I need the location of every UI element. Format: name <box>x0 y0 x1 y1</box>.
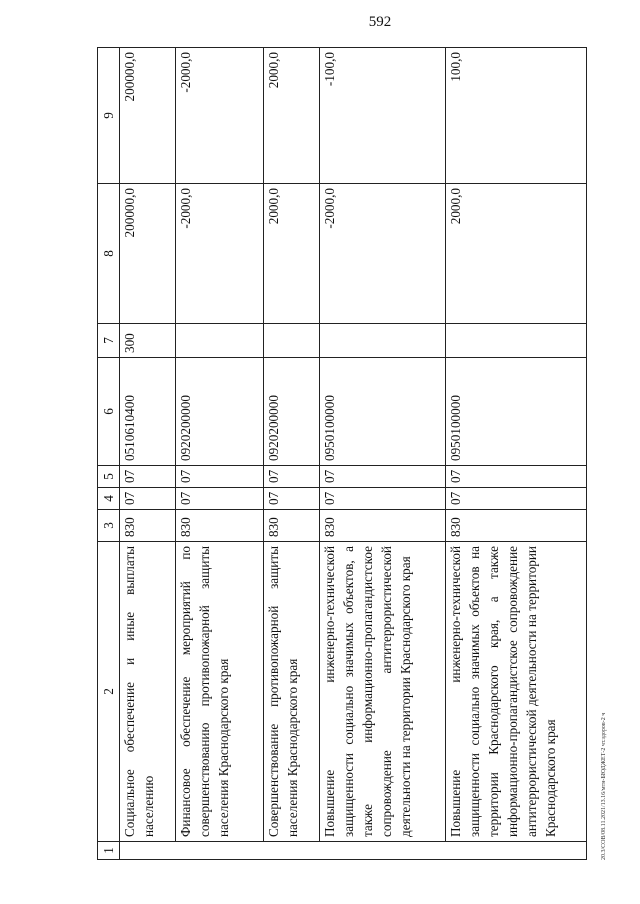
row-target-article: 0920200000 <box>264 358 320 466</box>
row-amount-9: 200000,0 <box>120 48 176 184</box>
row-subsection: 07 <box>120 466 176 488</box>
row-amount-9: -100,0 <box>320 48 446 184</box>
row-subsection: 07 <box>176 466 264 488</box>
column-1-cell <box>120 842 587 860</box>
row-name: Совершенствование противопожарной защиты населения Краснодарского края <box>264 542 320 842</box>
row-code: 830 <box>320 510 446 542</box>
row-amount-9: 100,0 <box>446 48 587 184</box>
row-code: 830 <box>120 510 176 542</box>
row-amount-8: -2000,0 <box>320 184 446 324</box>
row-amount-9: -2000,0 <box>176 48 264 184</box>
rotated-table-frame <box>97 48 585 860</box>
row-name: Финансовое обеспечение мероприятий по совершенствованию противопожарной защиты населения Краснодарского края <box>176 542 264 842</box>
row-name: Социальное обеспечение и иные выплаты населению <box>120 542 176 842</box>
row-section: 07 <box>120 488 176 510</box>
row-expense-type <box>320 324 446 358</box>
table-row <box>320 48 446 860</box>
page-number: 592 <box>368 14 392 30</box>
row-code: 830 <box>446 510 587 542</box>
column-header: 6 <box>98 358 120 466</box>
row-amount-8: 2000,0 <box>446 184 587 324</box>
column-header: 3 <box>98 510 120 542</box>
column-header: 5 <box>98 466 120 488</box>
row-target-article: 0920200000 <box>176 358 264 466</box>
table-row <box>176 48 264 860</box>
row-section: 07 <box>320 488 446 510</box>
row-amount-9: 2000,0 <box>264 48 320 184</box>
row-amount-8: 200000,0 <box>120 184 176 324</box>
row-section: 07 <box>446 488 587 510</box>
row-section: 07 <box>264 488 320 510</box>
row-name: Повышение инженерно-технической защищенности социально значимых объектов, а также информационно-пропагандистское сопровождение антитеррористической деятельности на территории Краснодарского края <box>320 542 446 842</box>
row-subsection: 07 <box>446 466 587 488</box>
row-subsection: 07 <box>320 466 446 488</box>
row-expense-type <box>176 324 264 358</box>
row-name: Повышение инженерно-технической защищенности социально значимых объектов на территории Краснодарского края, а также информационно-пропагандистское сопровождение антитеррористической деятельности на территории Краснодарского края <box>446 542 587 842</box>
table-row <box>264 48 320 860</box>
row-target-article: 0510610400 <box>120 358 176 466</box>
row-expense-type <box>264 324 320 358</box>
row-expense-type: 300 <box>120 324 176 358</box>
table-row <box>446 48 587 860</box>
row-section: 07 <box>176 488 264 510</box>
row-expense-type <box>446 324 587 358</box>
table-row <box>120 48 176 860</box>
row-subsection: 07 <box>264 466 320 488</box>
row-code: 830 <box>176 510 264 542</box>
column-header: 1 <box>98 842 120 860</box>
row-code: 830 <box>264 510 320 542</box>
header-row <box>98 48 120 860</box>
row-amount-8: 2000,0 <box>264 184 320 324</box>
column-header: 4 <box>98 488 120 510</box>
row-amount-8: -2000,0 <box>176 184 264 324</box>
column-header: 7 <box>98 324 120 358</box>
column-header: 8 <box>98 184 120 324</box>
row-target-article: 0950100000 <box>446 358 587 466</box>
row-target-article: 0950100000 <box>320 358 446 466</box>
budget-table <box>97 47 587 860</box>
column-header: 9 <box>98 48 120 184</box>
column-header: 2 <box>98 542 120 842</box>
side-document-code: 20.3/СОВ/08.11.2021/13.16/мтн-БЮДЖЕТ-2 чт.здоров-2 ч <box>601 712 607 860</box>
